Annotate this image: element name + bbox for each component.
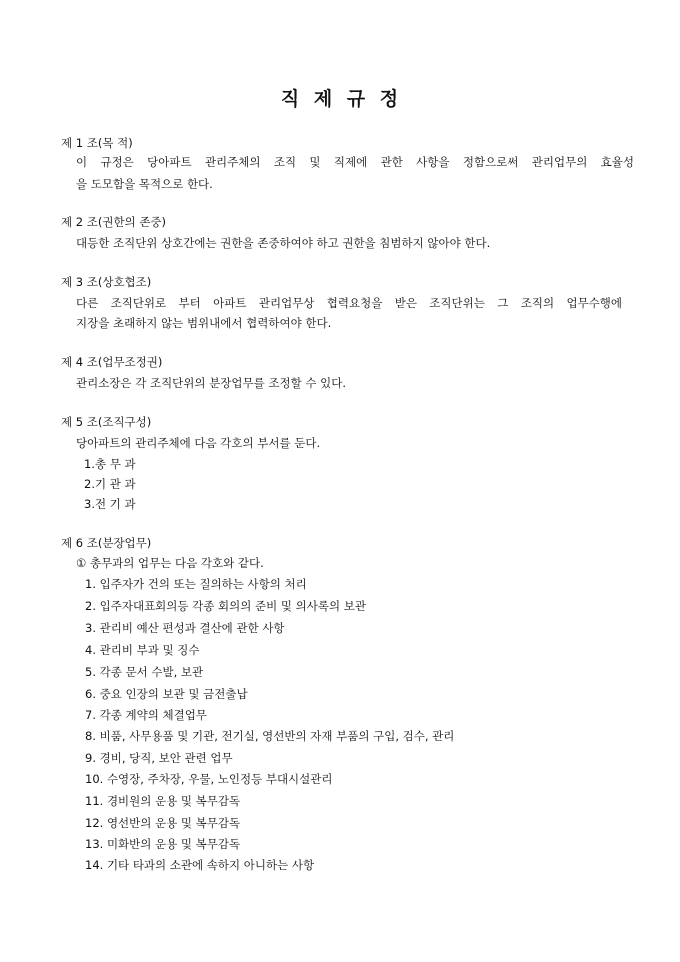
article-4-heading: 제 4 조(업무조정권) bbox=[61, 355, 163, 369]
article-5-heading: 제 5 조(조직구성) bbox=[61, 415, 152, 429]
article-1-text-line: 이 규정은 당아파트 관리주체의 조직 및 직제에 관한 사항을 정함으로써 관리업무의 효율성 bbox=[76, 155, 634, 169]
page-title: 직 제 규 정 bbox=[280, 88, 400, 110]
duty-list-item: 9. 경비, 당직, 보안 관련 업무 bbox=[85, 751, 233, 765]
article-2-text-line: 대등한 조직단위 상호간에는 권한을 존중하여야 하고 권한을 침범하지 않아야 한다. bbox=[76, 236, 491, 250]
article-1-heading: 제 1 조(목 적) bbox=[61, 136, 133, 150]
department-item: 2.기 관 과 bbox=[84, 477, 136, 491]
duty-list-item: 8. 비품, 사무용품 및 기관, 전기실, 영선반의 자재 부품의 구입, 검수, 관리 bbox=[85, 729, 455, 743]
duty-list-item: 4. 관리비 부과 및 징수 bbox=[85, 643, 200, 657]
article-5-text-line: 당아파트의 관리주체에 다음 각호의 부서를 둔다. bbox=[76, 436, 321, 450]
duty-list-item: 12. 영선반의 운용 및 복무감독 bbox=[85, 816, 241, 830]
duty-list-item: 2. 입주자대표회의등 각종 회의의 준비 및 의사록의 보관 bbox=[85, 599, 366, 613]
article-3-text-line: 지장을 초래하지 않는 범위내에서 협력하여야 한다. bbox=[76, 316, 332, 330]
duty-list-item: 11. 경비원의 운용 및 복무감독 bbox=[85, 794, 241, 808]
duty-list-item: 14. 기타 타과의 소관에 속하지 아니하는 사항 bbox=[85, 858, 315, 872]
article-3-heading: 제 3 조(상호협조) bbox=[61, 275, 152, 289]
article-1-text-line: 을 도모함을 목적으로 한다. bbox=[76, 177, 213, 191]
duty-list-item: 6. 중요 인장의 보관 및 금전출납 bbox=[85, 687, 248, 701]
article-6-text-line: ① 총무과의 업무는 다음 각호와 같다. bbox=[76, 556, 264, 570]
article-2-heading: 제 2 조(권한의 존중) bbox=[61, 215, 167, 229]
duty-list-item: 3. 관리비 예산 편성과 결산에 관한 사항 bbox=[85, 621, 285, 635]
article-3-text-line: 다른 조직단위로 부터 아파트 관리업무상 협력요청을 받은 조직단위는 그 조직의 업무수행에 bbox=[76, 296, 622, 310]
article-6-heading: 제 6 조(분장업무) bbox=[61, 536, 152, 550]
duty-list-item: 7. 각종 계약의 체결업무 bbox=[85, 708, 207, 722]
duty-list-item: 10. 수영장, 주차장, 우물, 노인정등 부대시설관리 bbox=[85, 772, 333, 786]
department-item: 3.전 기 과 bbox=[84, 497, 136, 511]
duty-list-item: 1. 입주자가 건의 또는 질의하는 사항의 처리 bbox=[85, 577, 307, 591]
department-item: 1.총 무 과 bbox=[84, 457, 136, 471]
article-4-text-line: 관리소장은 각 조직단위의 분장업무를 조정할 수 있다. bbox=[76, 376, 346, 390]
duty-list-item: 13. 미화반의 운용 및 복무감독 bbox=[85, 837, 241, 851]
duty-list-item: 5. 각종 문서 수발, 보관 bbox=[85, 665, 204, 679]
